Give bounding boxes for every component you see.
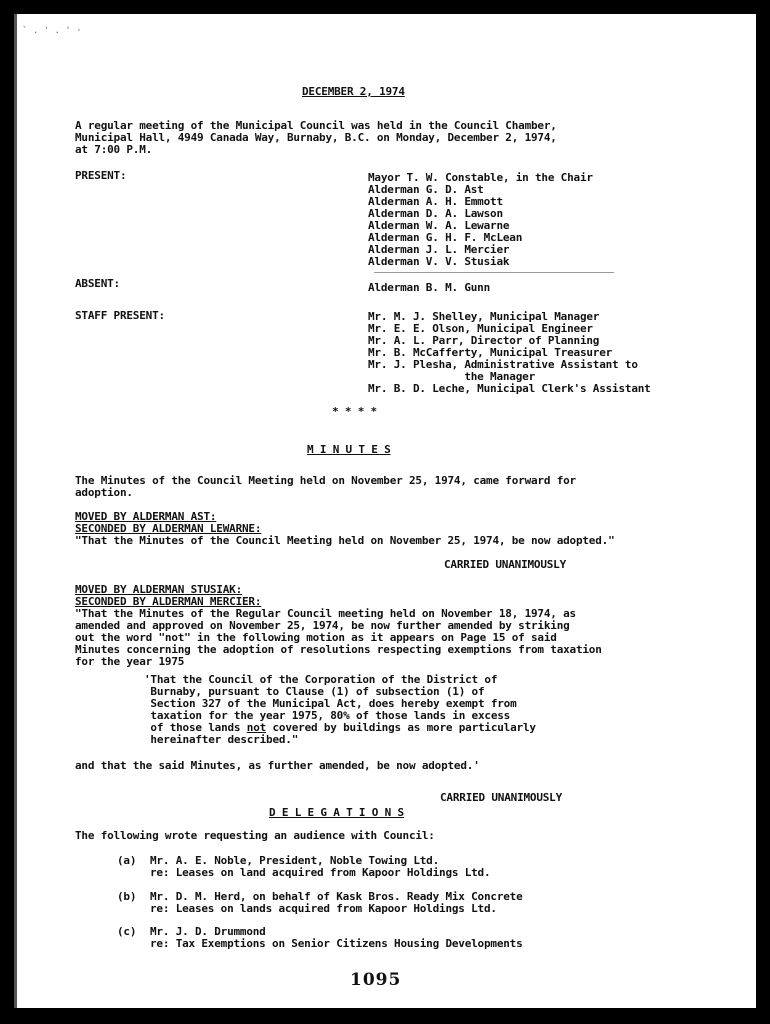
absent-label: ABSENT: xyxy=(75,277,120,290)
scan-speckle: ` . ' . ' · xyxy=(22,26,82,36)
delegation-subject: re: Tax Exemptions on Senior Citizens Housing Developments xyxy=(150,937,523,950)
staff-name: the Manager xyxy=(368,370,535,383)
quoted-resolution: taxation for the year 1975, 80% of those lands in excess xyxy=(144,709,511,722)
intro-line: at 7:00 P.M. xyxy=(75,143,153,156)
seconded-by: SECONDED BY ALDERMAN MERCIER: xyxy=(75,595,262,608)
underlined-word: not xyxy=(246,721,267,734)
staff-name: Mr. J. Plesha, Administrative Assistant to xyxy=(368,358,638,371)
motion-text: amended and approved on November 25, 1974, be now further amended by striking xyxy=(75,619,570,632)
delegations-heading: D E L E G A T I O N S xyxy=(269,806,404,819)
moved-by: MOVED BY ALDERMAN STUSIAK: xyxy=(75,583,242,596)
delegation-letter: (a) xyxy=(117,854,137,867)
delegation-name: Mr. D. M. Herd, on behalf of Kask Bros. Ready Mix Concrete xyxy=(150,890,523,903)
delegation-subject: re: Leases on lands acquired from Kapoor Holdings Ltd. xyxy=(150,902,497,915)
staff-label: STAFF PRESENT: xyxy=(75,309,165,322)
present-name: Mayor T. W. Constable, in the Chair xyxy=(368,171,593,184)
motion-closing: and that the said Minutes, as further amended, be now adopted.' xyxy=(75,759,480,772)
delegation-letter: (b) xyxy=(117,890,137,903)
present-name: Alderman G. D. Ast xyxy=(368,183,484,196)
minutes-intro: The Minutes of the Council Meeting held on November 25, 1974, came forward for xyxy=(75,474,576,487)
present-name: Alderman W. A. Lewarne xyxy=(368,219,510,232)
quoted-resolution: hereinafter described." xyxy=(144,733,299,746)
present-name: Alderman J. L. Mercier xyxy=(368,243,510,256)
delegation-letter: (c) xyxy=(117,925,137,938)
staff-name: Mr. M. J. Shelley, Municipal Manager xyxy=(368,310,600,323)
motion-text: out the word "not" in the following motion as it appears on Page 15 of said xyxy=(75,631,557,644)
motion-text: "That the Minutes of the Regular Council meeting held on November 18, 1974, as xyxy=(75,607,576,620)
delegation-subject: re: Leases on land acquired from Kapoor Holdings Ltd. xyxy=(150,866,491,879)
staff-name: Mr. B. D. Leche, Municipal Clerk's Assistant xyxy=(368,382,651,395)
absent-name: Alderman B. M. Gunn xyxy=(368,281,491,294)
seconded-by: SECONDED BY ALDERMAN LEWARNE: xyxy=(75,522,262,535)
motion-result: CARRIED UNANIMOUSLY xyxy=(440,791,563,804)
scan-line xyxy=(374,272,614,273)
page-number: 1095 xyxy=(350,970,402,990)
delegation-name: Mr. J. D. Drummond xyxy=(150,925,266,938)
motion-text: Minutes concerning the adoption of resolutions respecting exemptions from taxation xyxy=(75,643,602,656)
staff-name: Mr. E. E. Olson, Municipal Engineer xyxy=(368,322,593,335)
present-label: PRESENT: xyxy=(75,169,127,182)
quoted-resolution: Burnaby, pursuant to Clause (1) of subsection (1) of xyxy=(144,685,485,698)
minutes-heading: M I N U T E S xyxy=(307,443,391,456)
delegations-intro: The following wrote requesting an audience with Council: xyxy=(75,829,435,842)
present-name: Alderman V. V. Stusiak xyxy=(368,255,510,268)
present-name: Alderman A. H. Emmott xyxy=(368,195,503,208)
quoted-resolution: 'That the Council of the Corporation of the District of xyxy=(144,673,498,686)
present-name: Alderman G. H. F. McLean xyxy=(368,231,523,244)
intro-line: A regular meeting of the Municipal Council was held in the Council Chamber, xyxy=(75,119,557,132)
minutes-intro: adoption. xyxy=(75,486,133,499)
intro-line: Municipal Hall, 4949 Canada Way, Burnaby, B.C. on Monday, December 2, 1974, xyxy=(75,131,557,144)
motion-result: CARRIED UNANIMOUSLY xyxy=(444,558,567,571)
quoted-resolution: Section 327 of the Municipal Act, does hereby exempt from xyxy=(144,697,517,710)
delegation-name: Mr. A. E. Noble, President, Noble Towing Ltd. xyxy=(150,854,440,867)
moved-by: MOVED BY ALDERMAN AST: xyxy=(75,510,217,523)
document-page xyxy=(14,14,756,1008)
staff-name: Mr. A. L. Parr, Director of Planning xyxy=(368,334,600,347)
quote-text: of those lands xyxy=(144,721,247,734)
section-separator: * * * * xyxy=(332,405,377,418)
motion-text: for the year 1975 xyxy=(75,655,185,668)
motion-text: "That the Minutes of the Council Meeting held on November 25, 1974, be now adopted." xyxy=(75,534,615,547)
present-name: Alderman D. A. Lawson xyxy=(368,207,503,220)
quote-text: covered by buildings as more particularly xyxy=(266,721,536,734)
meeting-date: DECEMBER 2, 1974 xyxy=(302,85,405,98)
staff-name: Mr. B. McCafferty, Municipal Treasurer xyxy=(368,346,613,359)
